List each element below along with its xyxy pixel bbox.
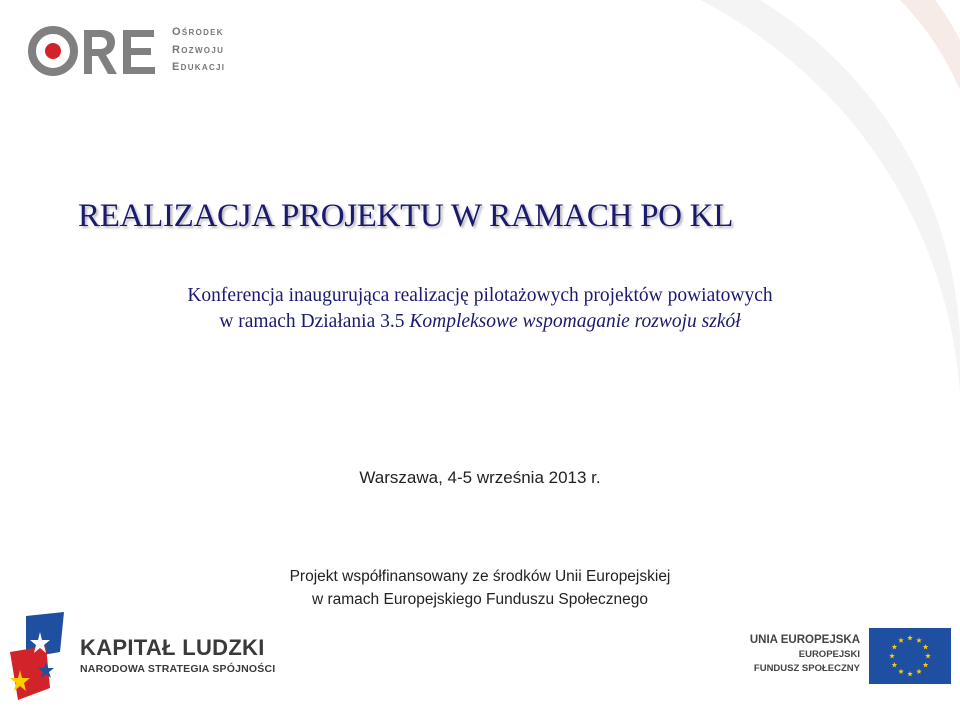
kapital-ludzki-text — [80, 635, 275, 677]
event-date: Warszawa, 4-5 września 2013 r. — [359, 468, 601, 487]
subtitle-line-1: Konferencja inaugurująca realizację pilotażowych projektów powiatowych — [187, 285, 773, 306]
eu-flag-icon — [869, 628, 951, 684]
ore-name-line: Rozwoju — [172, 43, 225, 56]
kapital-main: KAPITAŁ LUDZKI — [80, 635, 265, 660]
kapital-ludzki-mark — [6, 612, 68, 702]
eu-logo-text — [700, 633, 860, 676]
ore-name-line: Ośrodek — [172, 26, 224, 38]
subtitle-plain: w ramach Działania 3.5 — [219, 311, 410, 332]
eu-line-3: FUNDUSZ SPOŁECZNY — [753, 663, 860, 674]
ore-org-name — [172, 24, 225, 77]
funding-note — [0, 565, 960, 611]
ore-logo-mark — [26, 22, 166, 82]
funding-line-2: w ramach Europejskiego Funduszu Społecznego — [311, 591, 649, 608]
ore-name-line: Edukacji — [172, 61, 226, 73]
eu-line-1: UNIA EUROPEJSKA — [749, 634, 860, 646]
ore-logo — [26, 22, 241, 84]
eu-line-2: EUROPEJSKI — [798, 649, 860, 660]
kapital-sub: NARODOWA STRATEGIA SPÓJNOŚCI — [80, 663, 276, 675]
slide-title: REALIZACJA PROJEKTU W RAMACH PO KL — [78, 198, 734, 234]
slide-subtitle — [100, 283, 860, 335]
subtitle-italic: Kompleksowe wspomaganie rozwoju szkół — [409, 311, 741, 332]
subtitle-line-2 — [100, 309, 860, 335]
funding-line-1: Projekt współfinansowany ze środków Unii Europejskiej — [289, 568, 671, 585]
kapital-ludzki-logo — [6, 612, 276, 702]
